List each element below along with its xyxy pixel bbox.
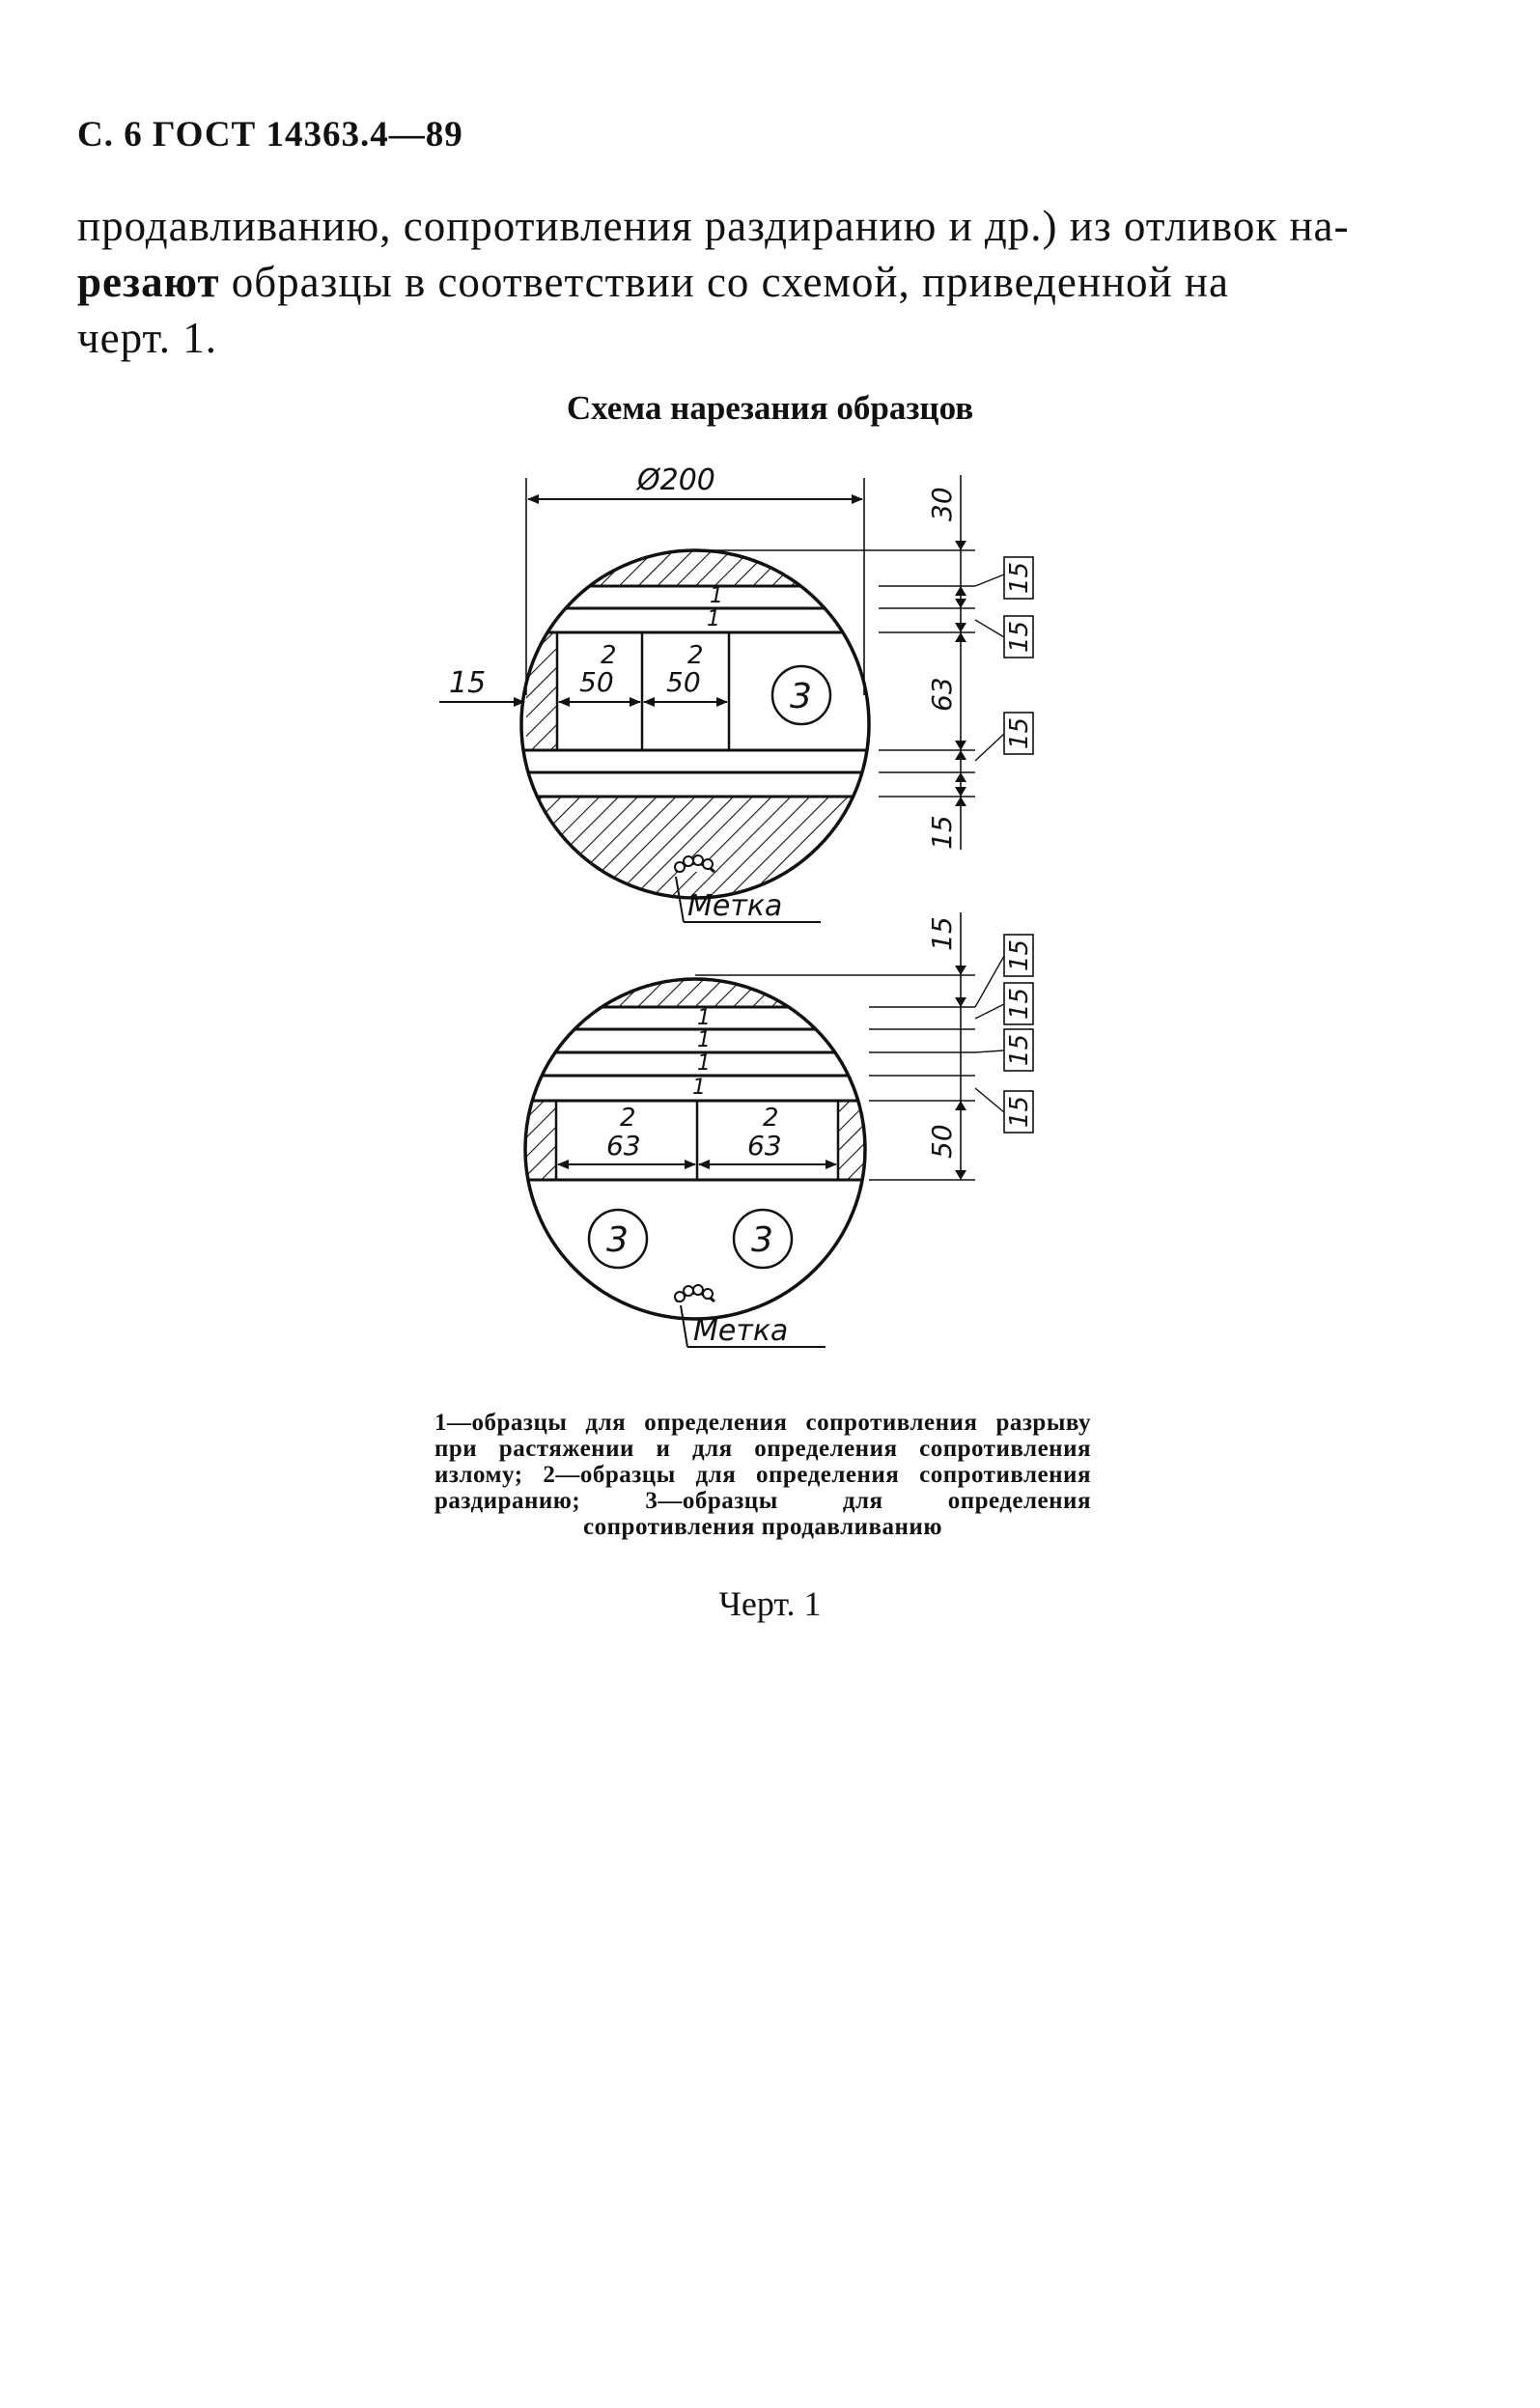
bottom-strip-2-label: 1 [697,1028,711,1052]
body-line-1: продавливанию, сопротивления раздиранию и др.) из отливок на- [77,202,1350,250]
top-tear-1-label: 2 [601,641,617,670]
top-puncture-label: 3 [790,677,812,716]
body-line-2-rest: образцы в соответствии со схемой, приведенной на [219,258,1229,306]
bottom-tear-1-width: 63 [606,1130,641,1162]
bottom-dim-strip-2: 15 [1005,987,1034,1020]
body-line-3: черт. 1. [77,314,218,362]
top-dim-30: 30 [926,487,958,521]
bottom-strip-1-label: 1 [697,1006,711,1030]
top-dim-block-63: 63 [926,677,958,712]
bottom-dim-top-15: 15 [926,916,958,951]
page-header: С. 6 ГОСТ 14363.4—89 [77,115,463,154]
top-hatched-left-margin [526,632,557,750]
top-tear-1-width: 50 [579,666,614,698]
top-scheme [439,463,1034,923]
figure-title: Схема нарезания образцов [566,389,974,427]
bottom-strip-4-label: 1 [692,1076,706,1100]
body-line-2-lead: резают [77,258,220,306]
bottom-dim-block-50: 50 [926,1124,958,1159]
bottom-hatched-right [838,1101,873,1180]
bottom-mark-label: Метка [693,1314,789,1348]
bottom-puncture-1-label: 3 [606,1220,629,1260]
top-dim-bottom-15: 15 [926,815,958,850]
top-dim-strip-2: 15 [1005,620,1034,653]
figure-label: Черт. 1 [718,1584,822,1623]
bottom-strip-3-label: 1 [697,1051,711,1076]
bottom-puncture-2-label: 3 [751,1220,773,1260]
figure-caption: 1—образцы для определения сопротивления разрыву при растяжении и для определения сопротивления излому; 2—образцы для определения сопротивления раздиранию; 3—образцы для определения сопротивления продавливанию [434,1410,1091,1540]
top-tear-2-width: 50 [666,666,701,698]
bottom-dim-strip-3: 15 [1005,1033,1034,1066]
top-left-dimension: 15 [449,666,487,700]
bottom-dim-strip-1: 15 [1005,938,1034,971]
bottom-scheme [521,912,1034,1348]
top-hatched-cap [512,531,879,586]
top-dim-strip-1: 15 [1005,561,1034,594]
top-mark-label: Метка [687,889,783,923]
top-strip-2-label: 1 [707,607,720,631]
top-dim-strip-3: 15 [1005,716,1034,749]
top-strip-1-label: 1 [710,584,723,608]
bottom-tear-2-label: 2 [763,1104,779,1133]
bottom-tear-1-label: 2 [620,1104,636,1133]
bottom-tear-2-width: 63 [747,1130,782,1162]
top-tear-2-label: 2 [687,641,704,670]
bottom-dim-strip-4: 15 [1005,1095,1034,1128]
top-diameter-label: Ø200 [637,463,715,497]
